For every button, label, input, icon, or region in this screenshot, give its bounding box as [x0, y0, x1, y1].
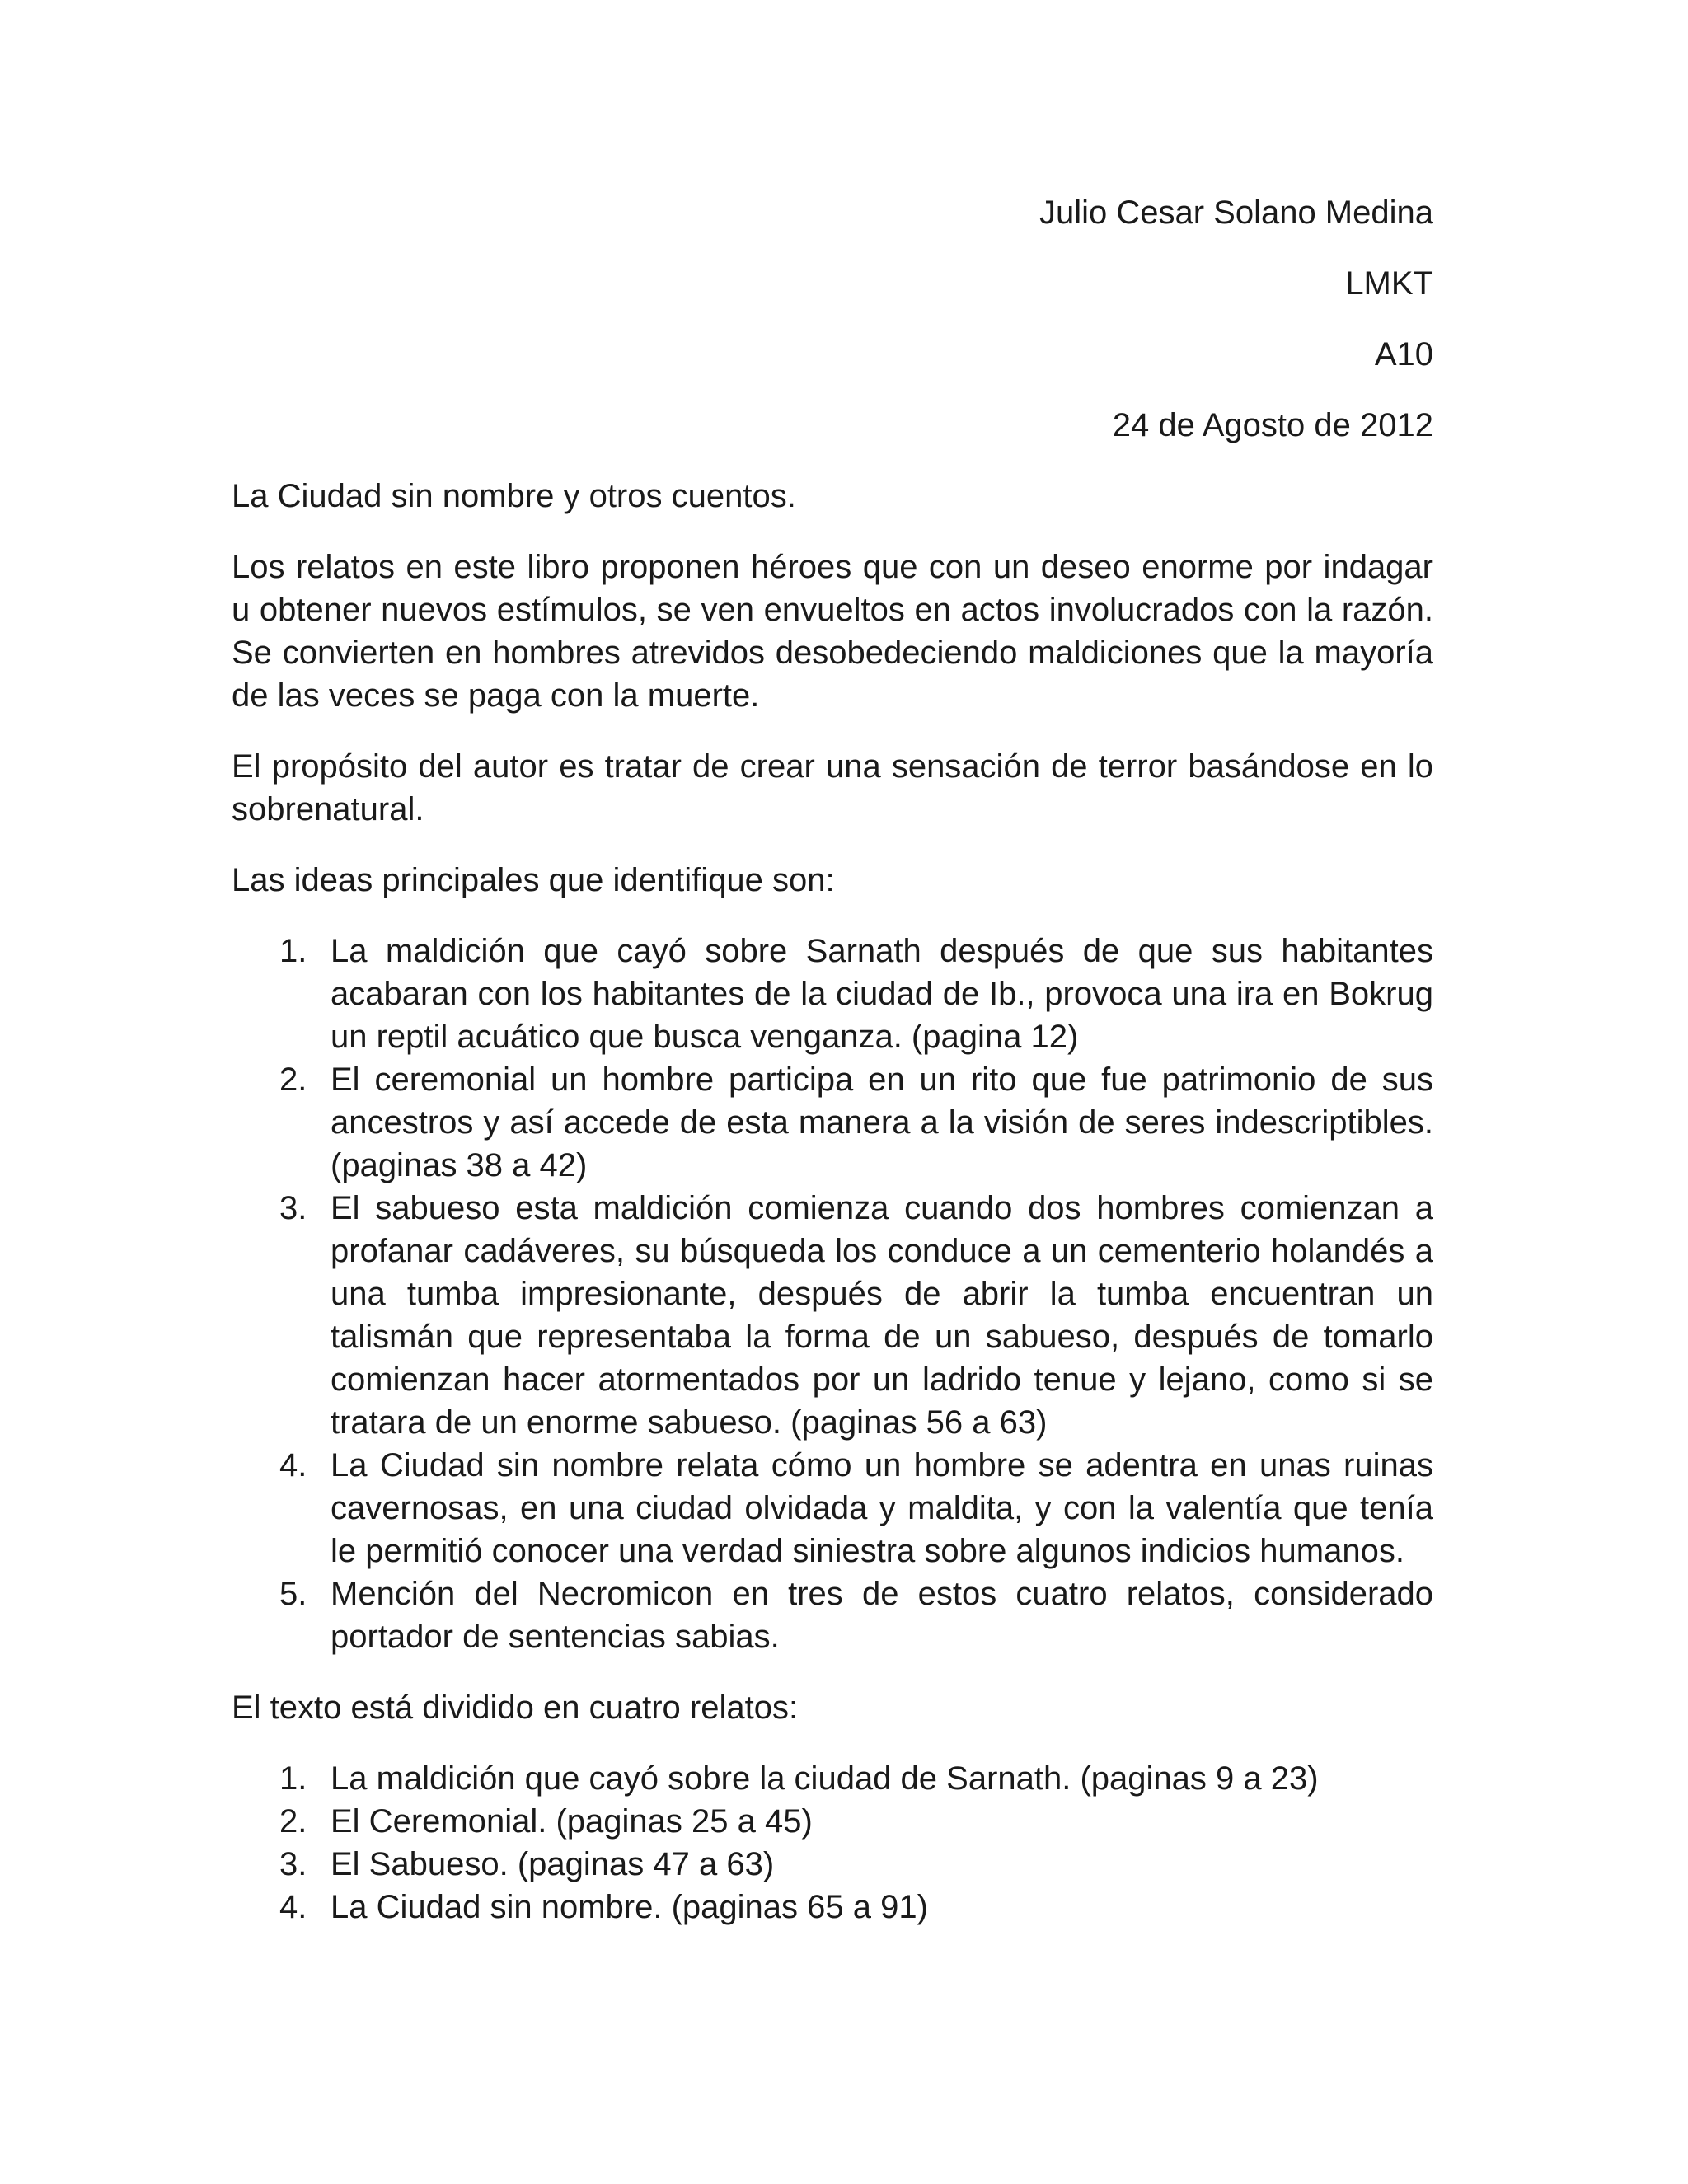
list-number: 4. [279, 1889, 307, 1925]
division-heading: El texto está dividido en cuatro relatos: [232, 1690, 799, 1726]
list-item-text: La Ciudad sin nombre. (paginas 65 a 91) [331, 1889, 928, 1925]
list-number: 5. [279, 1576, 307, 1612]
stories-list [232, 1757, 1433, 1929]
list-number: 3. [279, 1846, 307, 1882]
list-item-text: El Ceremonial. (paginas 25 a 45) [331, 1803, 813, 1840]
list-number: 1. [279, 933, 307, 969]
list-item-text: El ceremonial un hombre participa en un rito que fue patrimonio de sus ancestros y así accede de esta manera a la visión de seres indescriptibles. (paginas 38 a 42) [331, 1062, 1433, 1183]
group-code: A10 [1374, 336, 1433, 373]
list-number: 4. [279, 1447, 307, 1483]
list-item-text: El Sabueso. (paginas 47 a 63) [331, 1846, 775, 1882]
list-number: 2. [279, 1803, 307, 1840]
list-number: 2. [279, 1062, 307, 1098]
course-code: LMKT [1345, 265, 1433, 302]
list-number: 1. [279, 1760, 307, 1797]
list-item-text: La maldición que cayó sobre Sarnath después de que sus habitantes acabaran con los habitantes de la ciudad de Ib., provoca una ira en Bokrug un reptil acuático que busca venganza. (pagina 12) [331, 933, 1433, 1055]
list-item [232, 1187, 1433, 1444]
intro-paragraph: Los relatos en este libro proponen héroes que con un deseo enorme por indagar u obtener nuevos estímulos, se ven envueltos en actos involucrados con la razón. Se convierten en hombres atrevidos desobedeciendo maldiciones que la mayoría de las veces se paga con la muerte. [232, 549, 1433, 714]
list-item [232, 1444, 1433, 1572]
list-number: 3. [279, 1190, 307, 1226]
document-body [232, 191, 1433, 1957]
list-item-text: La Ciudad sin nombre relata cómo un hombre se adentra en unas ruinas cavernosas, en una ciudad olvidada y maldita, y con la valentía que tenía le permitió conocer una verdad siniestra sobre algunos indicios humanos. [331, 1447, 1433, 1569]
list-item [232, 1800, 1433, 1843]
purpose-paragraph: El propósito del autor es tratar de crear una sensación de terror basándose en lo sobrenatural. [232, 748, 1433, 827]
document-date: 24 de Agosto de 2012 [1112, 407, 1433, 443]
main-ideas-list [232, 930, 1433, 1658]
list-item [232, 1572, 1433, 1658]
list-item-text: Mención del Necromicon en tres de estos cuatro relatos, considerado portador de sentencias sabias. [331, 1576, 1433, 1655]
list-item [232, 1843, 1433, 1886]
ideas-heading: Las ideas principales que identifique son: [232, 862, 835, 898]
list-item [232, 1757, 1433, 1800]
list-item [232, 1886, 1433, 1929]
list-item [232, 930, 1433, 1058]
document-title: La Ciudad sin nombre y otros cuentos. [232, 478, 796, 514]
list-item-text: El sabueso esta maldición comienza cuando dos hombres comienzan a profanar cadáveres, su búsqueda los conduce a un cementerio holandés a una tumba impresionante, después de abrir la tumba encuentran un talismán que representaba la forma de un sabueso, después de tomarlo comienzan hacer atormentados por un ladrido tenue y lejano, como si se tratara de un enorme sabueso. (paginas 56 a 63) [331, 1190, 1433, 1441]
list-item-text: La maldición que cayó sobre la ciudad de Sarnath. (paginas 9 a 23) [331, 1760, 1319, 1797]
list-item [232, 1058, 1433, 1187]
author-name: Julio Cesar Solano Medina [1039, 194, 1433, 231]
